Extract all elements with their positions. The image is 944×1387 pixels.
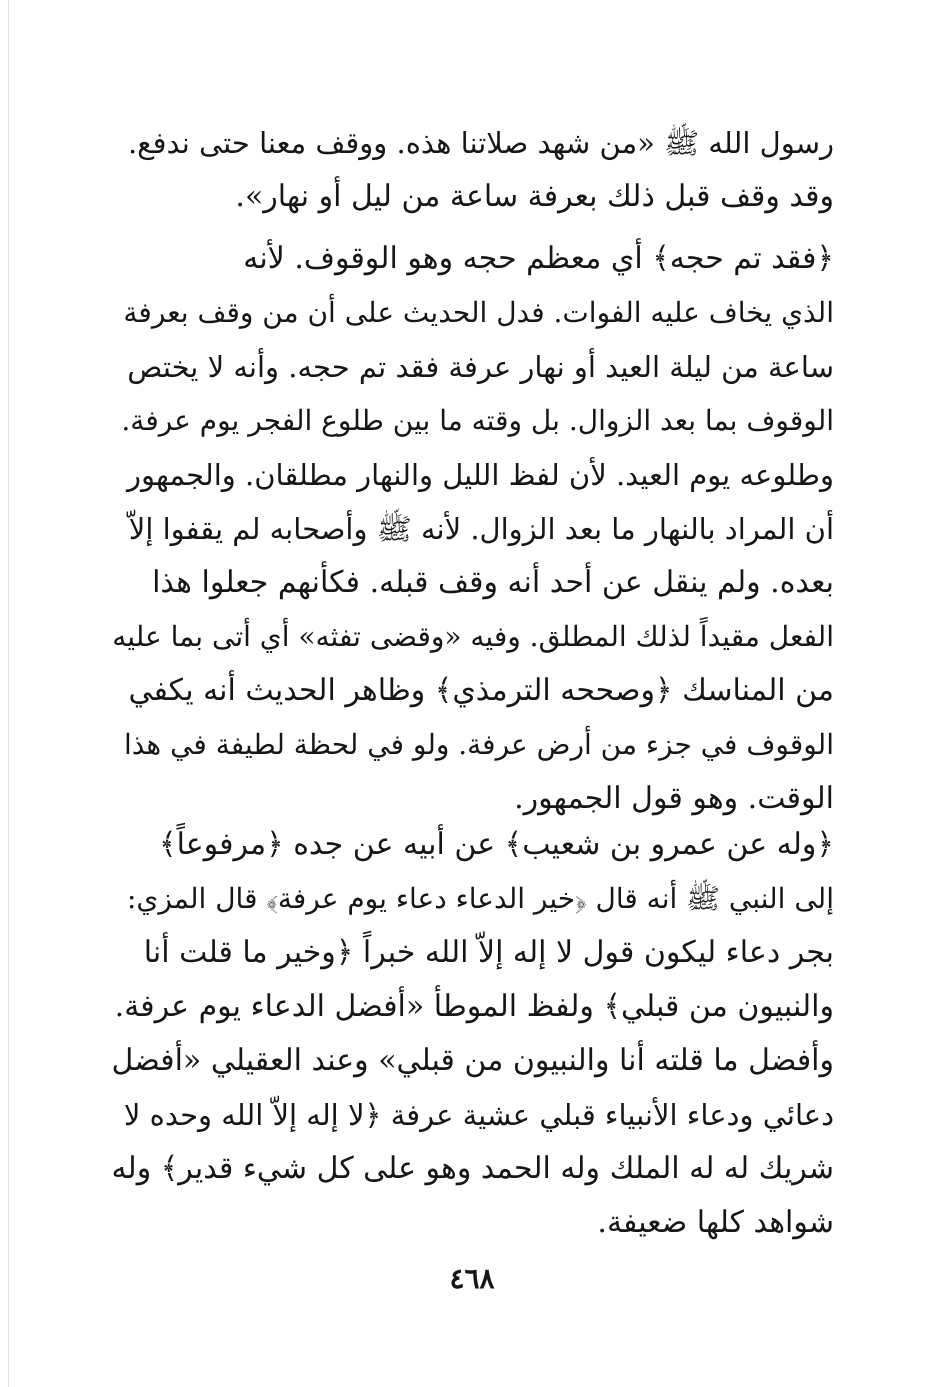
text-line: رسول الله ﷺ «من شهد صلاتنا هذه. ووقف معنا حتى ندفع.	[127, 126, 834, 160]
text-line: ﴿فقد تم حجه﴾ أي معظم حجه وهو الوقوف. لأنه	[243, 241, 834, 276]
text-line: والنبيون من قبلي﴾ ولفظ الموطأ «أفضل الدعاء يوم عرفة.	[114, 989, 834, 1024]
text-line: شواهد كلها ضعيفة.	[597, 1205, 834, 1240]
text-line: من المناسك ﴿وصححه الترمذي﴾ وظاهر الحديث أنه يكفي	[128, 673, 834, 708]
text-line: أن المراد بالنهار ما بعد الزوال. لأنه ﷺ وأصحابه لم يقفوا إلاّ	[128, 512, 834, 546]
text-line: بعده. ولم ينقل عن أحد أنه وقف قبله. فكأنهم جعلوا هذا	[152, 565, 834, 600]
text-line: الوقوف بما بعد الزوال. بل وقته ما بين طلوع الفجر يوم عرفة.	[121, 404, 834, 437]
text-line: دعائي ودعاء الأنبياء قبلي عشية عرفة ﴿لا إله إلاّ الله وحده لا	[123, 1098, 834, 1132]
text-line: إلى النبي ﷺ أنه قال ﴿خير الدعاء دعاء يوم عرفة﴾ قال المزي:	[127, 882, 834, 915]
text-line: وأفضل ما قلته أنا والنبيون من قبلي» وعند العقيلي «أفضل	[111, 1043, 834, 1078]
text-line: وقد وقف قبل ذلك بعرفة ساعة من ليل أو نهار».	[235, 179, 834, 214]
text-line: ﴿وله عن عمرو بن شعيب﴾ عن أبيه عن جده ﴿مرفوعاً﴾	[159, 827, 834, 862]
text-line: الفعل مقيداً لذلك المطلق. وفيه «وقضى تفثه» أي أتى بما عليه	[112, 620, 834, 653]
paragraph-2	[108, 232, 834, 826]
page-number: ٤٦٨	[449, 1262, 495, 1295]
text-line: الوقت. وهو قول الجمهور.	[514, 781, 834, 816]
text-line: بجر دعاء ليكون قول لا إله إلاّ الله خبراً ﴿وخير ما قلت أنا	[143, 935, 834, 970]
page-edge-line	[8, 0, 9, 1387]
text-line: ساعة من ليلة العيد أو نهار عرفة فقد تم حجه. وأنه لا يختص	[127, 350, 834, 384]
text-line: وطلوعه يوم العيد. لأن لفظ الليل والنهار مطلقان. والجمهور	[127, 458, 834, 492]
text-line: الوقوف في جزء من أرض عرفة. ولو في لحظة لطيفة في هذا	[123, 728, 834, 761]
paragraph-3	[108, 818, 834, 1250]
text-line: الذي يخاف عليه الفوات. فدل الحديث على أن من وقف بعرفة	[123, 296, 834, 329]
paragraph-1	[108, 116, 834, 224]
text-line: شريك له له الملك وله الحمد وهو على كل شيء قدير﴾ وله	[111, 1151, 834, 1186]
